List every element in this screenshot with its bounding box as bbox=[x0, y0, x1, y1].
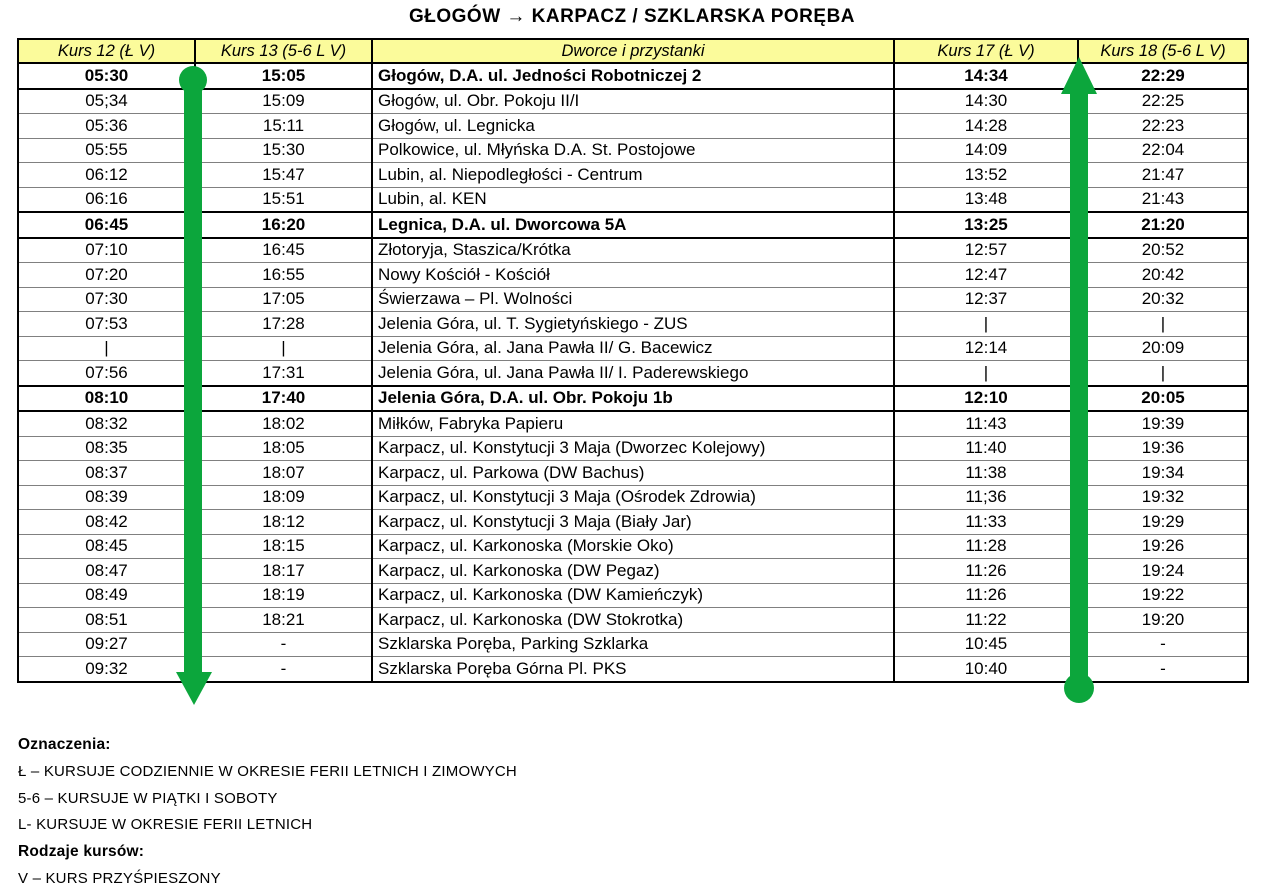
stop-name-cell: Lubin, al. Niepodległości - Centrum bbox=[372, 163, 894, 188]
page-title: GŁOGÓW → KARPACZ / SZKLARSKA PORĘBA bbox=[408, 6, 856, 27]
timetable-row bbox=[18, 361, 1248, 386]
time-cell-k17: 12:10 bbox=[894, 386, 1078, 412]
time-cell-k18: 19:20 bbox=[1078, 608, 1248, 633]
time-cell-k17: 14:30 bbox=[894, 89, 1078, 114]
time-cell-k13: 15:11 bbox=[195, 114, 372, 139]
stop-name-cell: Szklarska Poręba, Parking Szklarka bbox=[372, 632, 894, 657]
time-cell-k13: 15:47 bbox=[195, 163, 372, 188]
column-header-k12: Kurs 12 (Ł V) bbox=[18, 39, 195, 63]
time-cell-k12: 09:27 bbox=[18, 632, 195, 657]
stop-name-cell: Złotoryja, Staszica/Krótka bbox=[372, 238, 894, 263]
stop-name-cell: Karpacz, ul. Karkonoska (DW Pegaz) bbox=[372, 559, 894, 584]
timetable-row bbox=[18, 238, 1248, 263]
timetable bbox=[17, 38, 1249, 683]
legend bbox=[18, 732, 918, 893]
time-cell-k17: 12:37 bbox=[894, 287, 1078, 312]
time-cell-k18: 19:39 bbox=[1078, 411, 1248, 436]
time-cell-k18: - bbox=[1078, 657, 1248, 682]
time-cell-k17: 11:38 bbox=[894, 461, 1078, 486]
column-header-k18: Kurs 18 (5-6 L V) bbox=[1078, 39, 1248, 63]
time-cell-k12: 08:49 bbox=[18, 583, 195, 608]
time-cell-k17: 14:09 bbox=[894, 138, 1078, 163]
stop-name-cell: Jelenia Góra, al. Jana Pawła II/ G. Bacewicz bbox=[372, 336, 894, 361]
stop-name-cell: Głogów, ul. Obr. Pokoju II/I bbox=[372, 89, 894, 114]
time-cell-k17: 13:48 bbox=[894, 187, 1078, 212]
stop-name-cell: Legnica, D.A. ul. Dworcowa 5A bbox=[372, 212, 894, 238]
stop-name-cell: Jelenia Góra, D.A. ul. Obr. Pokoju 1b bbox=[372, 386, 894, 412]
time-cell-k12: 05:30 bbox=[18, 63, 195, 89]
timetable-row bbox=[18, 559, 1248, 584]
time-cell-k18: 22:04 bbox=[1078, 138, 1248, 163]
time-cell-k13: 18:02 bbox=[195, 411, 372, 436]
time-cell-k12: 07:20 bbox=[18, 263, 195, 288]
time-cell-k18: 22:29 bbox=[1078, 63, 1248, 89]
time-cell-k12: 07:10 bbox=[18, 238, 195, 263]
timetable-row bbox=[18, 89, 1248, 114]
time-cell-k12: 08:39 bbox=[18, 485, 195, 510]
stop-name-cell: Polkowice, ul. Młyńska D.A. St. Postojowe bbox=[372, 138, 894, 163]
time-cell-k17: | bbox=[894, 361, 1078, 386]
time-cell-k17: 11:33 bbox=[894, 510, 1078, 535]
timetable-row bbox=[18, 138, 1248, 163]
time-cell-k12: 05;34 bbox=[18, 89, 195, 114]
stop-name-cell: Szklarska Poręba Górna Pl. PKS bbox=[372, 657, 894, 682]
time-cell-k12: 08:35 bbox=[18, 436, 195, 461]
time-cell-k17: 11:26 bbox=[894, 583, 1078, 608]
legend-line: 5-6 – KURSUJE W PIĄTKI I SOBOTY bbox=[18, 789, 278, 807]
stop-name-cell: Karpacz, ul. Konstytucji 3 Maja (Biały Jar) bbox=[372, 510, 894, 535]
timetable-row bbox=[18, 632, 1248, 657]
time-cell-k12: 07:30 bbox=[18, 287, 195, 312]
timetable-header-row bbox=[18, 39, 1248, 63]
time-cell-k13: 17:28 bbox=[195, 312, 372, 337]
time-cell-k17: 11:43 bbox=[894, 411, 1078, 436]
timetable-row bbox=[18, 534, 1248, 559]
time-cell-k12: 08:51 bbox=[18, 608, 195, 633]
stop-name-cell: Karpacz, ul. Karkonoska (Morskie Oko) bbox=[372, 534, 894, 559]
time-cell-k13: | bbox=[195, 336, 372, 361]
time-cell-k17: 13:52 bbox=[894, 163, 1078, 188]
time-cell-k13: 18:07 bbox=[195, 461, 372, 486]
stop-name-cell: Nowy Kościół - Kościół bbox=[372, 263, 894, 288]
stop-name-cell: Karpacz, ul. Karkonoska (DW Stokrotka) bbox=[372, 608, 894, 633]
timetable-row bbox=[18, 263, 1248, 288]
time-cell-k12: 07:56 bbox=[18, 361, 195, 386]
time-cell-k13: 17:40 bbox=[195, 386, 372, 412]
time-cell-k13: 18:05 bbox=[195, 436, 372, 461]
timetable-row bbox=[18, 187, 1248, 212]
time-cell-k13: 16:20 bbox=[195, 212, 372, 238]
legend-heading: Rodzaje kursów: bbox=[18, 843, 145, 861]
timetable-row bbox=[18, 608, 1248, 633]
time-cell-k12: 08:42 bbox=[18, 510, 195, 535]
time-cell-k18: 22:25 bbox=[1078, 89, 1248, 114]
time-cell-k12: 08:47 bbox=[18, 559, 195, 584]
time-cell-k13: 15:51 bbox=[195, 187, 372, 212]
time-cell-k12: 08:45 bbox=[18, 534, 195, 559]
time-cell-k17: 12:57 bbox=[894, 238, 1078, 263]
time-cell-k12: | bbox=[18, 336, 195, 361]
time-cell-k12: 06:16 bbox=[18, 187, 195, 212]
time-cell-k17: 12:14 bbox=[894, 336, 1078, 361]
time-cell-k18: 19:34 bbox=[1078, 461, 1248, 486]
timetable-row bbox=[18, 287, 1248, 312]
time-cell-k18: 21:20 bbox=[1078, 212, 1248, 238]
time-cell-k12: 05:55 bbox=[18, 138, 195, 163]
time-cell-k18: 19:32 bbox=[1078, 485, 1248, 510]
time-cell-k18: 19:22 bbox=[1078, 583, 1248, 608]
stop-name-cell: Głogów, D.A. ul. Jedności Robotniczej 2 bbox=[372, 63, 894, 89]
column-header-k13: Kurs 13 (5-6 L V) bbox=[195, 39, 372, 63]
time-cell-k13: 18:09 bbox=[195, 485, 372, 510]
stop-name-cell: Świerzawa – Pl. Wolności bbox=[372, 287, 894, 312]
time-cell-k17: | bbox=[894, 312, 1078, 337]
time-cell-k13: 15:30 bbox=[195, 138, 372, 163]
timetable-body bbox=[18, 63, 1248, 682]
time-cell-k13: 18:17 bbox=[195, 559, 372, 584]
timetable-row bbox=[18, 436, 1248, 461]
time-cell-k18: 19:26 bbox=[1078, 534, 1248, 559]
time-cell-k12: 09:32 bbox=[18, 657, 195, 682]
time-cell-k17: 10:40 bbox=[894, 657, 1078, 682]
time-cell-k12: 05:36 bbox=[18, 114, 195, 139]
time-cell-k18: 20:05 bbox=[1078, 386, 1248, 412]
time-cell-k18: 21:47 bbox=[1078, 163, 1248, 188]
timetable-row bbox=[18, 114, 1248, 139]
time-cell-k13: 18:12 bbox=[195, 510, 372, 535]
time-cell-k17: 10:45 bbox=[894, 632, 1078, 657]
time-cell-k13: 18:19 bbox=[195, 583, 372, 608]
timetable-row bbox=[18, 386, 1248, 412]
time-cell-k17: 12:47 bbox=[894, 263, 1078, 288]
time-cell-k13: - bbox=[195, 632, 372, 657]
column-header-stop: Dworce i przystanki bbox=[372, 39, 894, 63]
time-cell-k13: 17:05 bbox=[195, 287, 372, 312]
legend-line: L- KURSUJE W OKRESIE FERII LETNICH bbox=[18, 816, 313, 834]
stop-name-cell: Głogów, ul. Legnicka bbox=[372, 114, 894, 139]
stop-name-cell: Karpacz, ul. Karkonoska (DW Kamieńczyk) bbox=[372, 583, 894, 608]
time-cell-k18: - bbox=[1078, 632, 1248, 657]
timetable-row bbox=[18, 657, 1248, 682]
time-cell-k17: 14:34 bbox=[894, 63, 1078, 89]
time-cell-k18: | bbox=[1078, 312, 1248, 337]
time-cell-k18: 22:23 bbox=[1078, 114, 1248, 139]
time-cell-k13: 16:45 bbox=[195, 238, 372, 263]
time-cell-k18: 19:36 bbox=[1078, 436, 1248, 461]
time-cell-k18: 21:43 bbox=[1078, 187, 1248, 212]
time-cell-k18: 19:24 bbox=[1078, 559, 1248, 584]
time-cell-k17: 11:28 bbox=[894, 534, 1078, 559]
stop-name-cell: Jelenia Góra, ul. Jana Pawła II/ I. Paderewskiego bbox=[372, 361, 894, 386]
time-cell-k18: 20:52 bbox=[1078, 238, 1248, 263]
timetable-row bbox=[18, 510, 1248, 535]
time-cell-k13: - bbox=[195, 657, 372, 682]
stop-name-cell: Jelenia Góra, ul. T. Sygietyńskiego - ZUS bbox=[372, 312, 894, 337]
timetable-row bbox=[18, 63, 1248, 89]
timetable-row bbox=[18, 163, 1248, 188]
timetable-row bbox=[18, 485, 1248, 510]
timetable-row bbox=[18, 212, 1248, 238]
time-cell-k13: 15:05 bbox=[195, 63, 372, 89]
column-header-k17: Kurs 17 (Ł V) bbox=[894, 39, 1078, 63]
stop-name-cell: Lubin, al. KEN bbox=[372, 187, 894, 212]
time-cell-k13: 15:09 bbox=[195, 89, 372, 114]
time-cell-k17: 11;36 bbox=[894, 485, 1078, 510]
time-cell-k13: 18:15 bbox=[195, 534, 372, 559]
stop-name-cell: Karpacz, ul. Parkowa (DW Bachus) bbox=[372, 461, 894, 486]
time-cell-k18: 19:29 bbox=[1078, 510, 1248, 535]
time-cell-k17: 11:26 bbox=[894, 559, 1078, 584]
time-cell-k17: 13:25 bbox=[894, 212, 1078, 238]
time-cell-k13: 16:55 bbox=[195, 263, 372, 288]
time-cell-k12: 06:12 bbox=[18, 163, 195, 188]
time-cell-k12: 08:37 bbox=[18, 461, 195, 486]
timetable-row bbox=[18, 312, 1248, 337]
timetable-row bbox=[18, 336, 1248, 361]
legend-heading: Oznaczenia: bbox=[18, 736, 111, 753]
time-cell-k18: | bbox=[1078, 361, 1248, 386]
legend-line: V – KURS PRZYŚPIESZONY bbox=[18, 869, 221, 887]
time-cell-k17: 11:40 bbox=[894, 436, 1078, 461]
time-cell-k12: 06:45 bbox=[18, 212, 195, 238]
time-cell-k13: 17:31 bbox=[195, 361, 372, 386]
legend-line: Ł – KURSUJE CODZIENNIE W OKRESIE FERII LETNICH I ZIMOWYCH bbox=[18, 762, 517, 780]
time-cell-k18: 20:09 bbox=[1078, 336, 1248, 361]
time-cell-k17: 14:28 bbox=[894, 114, 1078, 139]
time-cell-k13: 18:21 bbox=[195, 608, 372, 633]
time-cell-k12: 08:10 bbox=[18, 386, 195, 412]
stop-name-cell: Karpacz, ul. Konstytucji 3 Maja (Ośrodek Zdrowia) bbox=[372, 485, 894, 510]
timetable-row bbox=[18, 461, 1248, 486]
timetable-row bbox=[18, 583, 1248, 608]
stop-name-cell: Miłków, Fabryka Papieru bbox=[372, 411, 894, 436]
time-cell-k18: 20:32 bbox=[1078, 287, 1248, 312]
time-cell-k12: 08:32 bbox=[18, 411, 195, 436]
time-cell-k17: 11:22 bbox=[894, 608, 1078, 633]
stop-name-cell: Karpacz, ul. Konstytucji 3 Maja (Dworzec Kolejowy) bbox=[372, 436, 894, 461]
timetable-row bbox=[18, 411, 1248, 436]
time-cell-k12: 07:53 bbox=[18, 312, 195, 337]
time-cell-k18: 20:42 bbox=[1078, 263, 1248, 288]
